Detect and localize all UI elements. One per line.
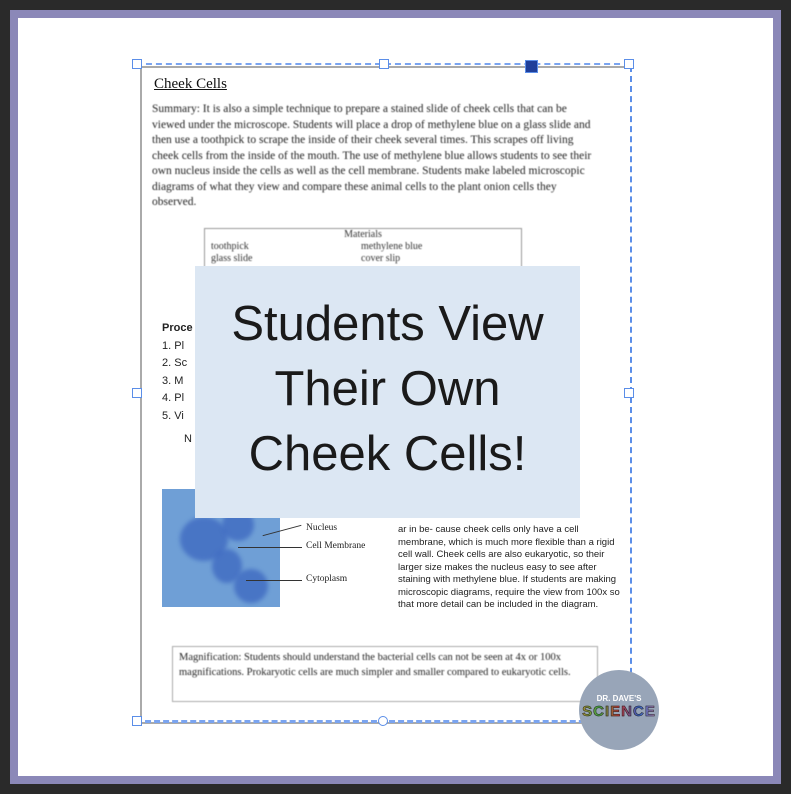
procedure-step: 1. Pl — [162, 339, 185, 352]
material-item: glass slide — [211, 253, 253, 264]
procedure-step: 3. M — [162, 374, 184, 387]
procedure-step: 2. Sc — [162, 357, 188, 369]
resize-handle[interactable] — [132, 59, 142, 69]
headline-line: Cheek Cells! — [248, 427, 527, 481]
explanation-text: ar in be- cause cheek cells only have a cell membrane, which is much more flexible than a rigid cell wall. Cheek cells are also eukaryotic, so their larger size makes the nucleus easy to see after staining with methylene blue. If students are making microscopic diagrams, require the view from 100x so that more detail can be included in the diagram. — [398, 524, 620, 610]
procedure-heading: Proce — [162, 322, 193, 334]
materials-box — [204, 228, 522, 268]
resize-handle[interactable] — [132, 716, 142, 726]
magnification-box: Magnification: Students should understand the bacterial cells can not be seen at 4x or 100x magnifications. Prokaryotic cells are much simpler and smaller compared to eukaryotic cells. — [172, 646, 598, 702]
material-item: toothpick — [211, 241, 249, 252]
brand-logo — [579, 670, 659, 750]
material-item: cover slip — [361, 253, 401, 264]
materials-heading: Materials — [344, 229, 382, 240]
label-cytoplasm: Cytoplasm — [306, 574, 348, 584]
headline-line: Their Own — [274, 362, 501, 416]
label-cell-membrane: Cell Membrane — [306, 541, 366, 551]
headline-line: Students View — [231, 297, 544, 351]
logo-top-text: DR. DAVE'S — [596, 694, 642, 703]
material-item: methylene blue — [361, 241, 423, 252]
logo-bottom-text: SCIENCE — [579, 703, 659, 720]
note-text: N — [184, 433, 192, 445]
resize-handle[interactable] — [132, 388, 142, 398]
label-nucleus: Nucleus — [306, 523, 338, 533]
procedure-step: 5. Vi — [162, 409, 184, 422]
document-title: Cheek Cells — [154, 76, 227, 92]
headline-overlay — [195, 266, 580, 518]
procedure-step: 4. Pl — [162, 392, 185, 404]
resize-handle[interactable] — [378, 716, 388, 726]
resize-handle[interactable] — [624, 59, 634, 69]
anchor-handle[interactable] — [525, 60, 538, 73]
resize-handle[interactable] — [379, 59, 389, 69]
procedure-list — [162, 320, 193, 449]
summary-text: Summary: It is also a simple technique to prepare a stained slide of cheek cells that can be viewed under the microscope. Students will place a drop of methylene blue on a glass slide and then use a toothpick to scrape the inside of their cheek several times. This scrapes off living cheek cells from the inside of the mouth. The use of methylene blue allows students to see their own nucleus inside the cells as well as the cell membrane. Students make labeled microscopic diagrams of what they view and compare these animal cells to the plant onion cells they observed. — [152, 103, 592, 208]
resize-handle[interactable] — [624, 388, 634, 398]
